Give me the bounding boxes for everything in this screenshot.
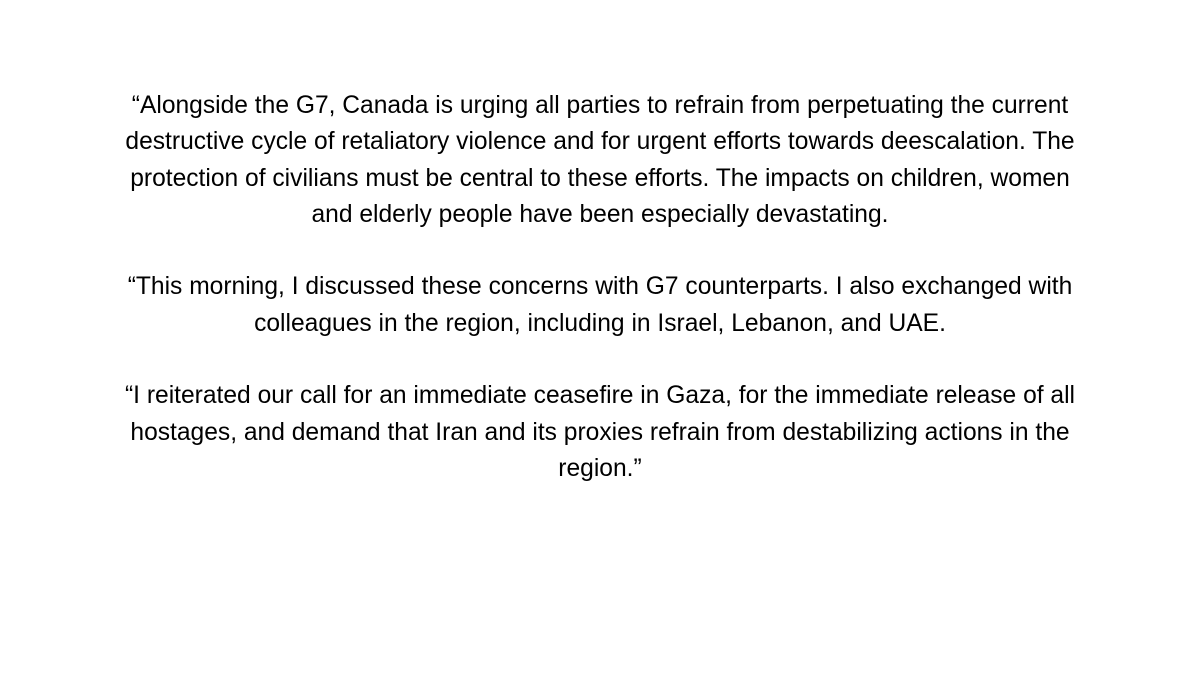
statement-paragraph-3: “I reiterated our call for an immediate ceasefire in Gaza, for the immediate release of all hostages, and demand that Iran and its proxies refrain from destabilizing actions in the region.” (124, 382, 1076, 482)
statement-paragraph-2: “This morning, I discussed these concerns with G7 counterparts. I also exchanged with colleagues in the region, including in Israel, Lebanon, and UAE. (127, 273, 1073, 337)
statement-text (120, 88, 1080, 487)
statement-paragraph-1: “Alongside the G7, Canada is urging all parties to refrain from perpetuating the current destructive cycle of retaliatory violence and for urgent efforts towards deescalation. The protection of civilians must be central to these efforts. The impacts on children, women and elderly people have been especially devastating. (125, 92, 1075, 228)
